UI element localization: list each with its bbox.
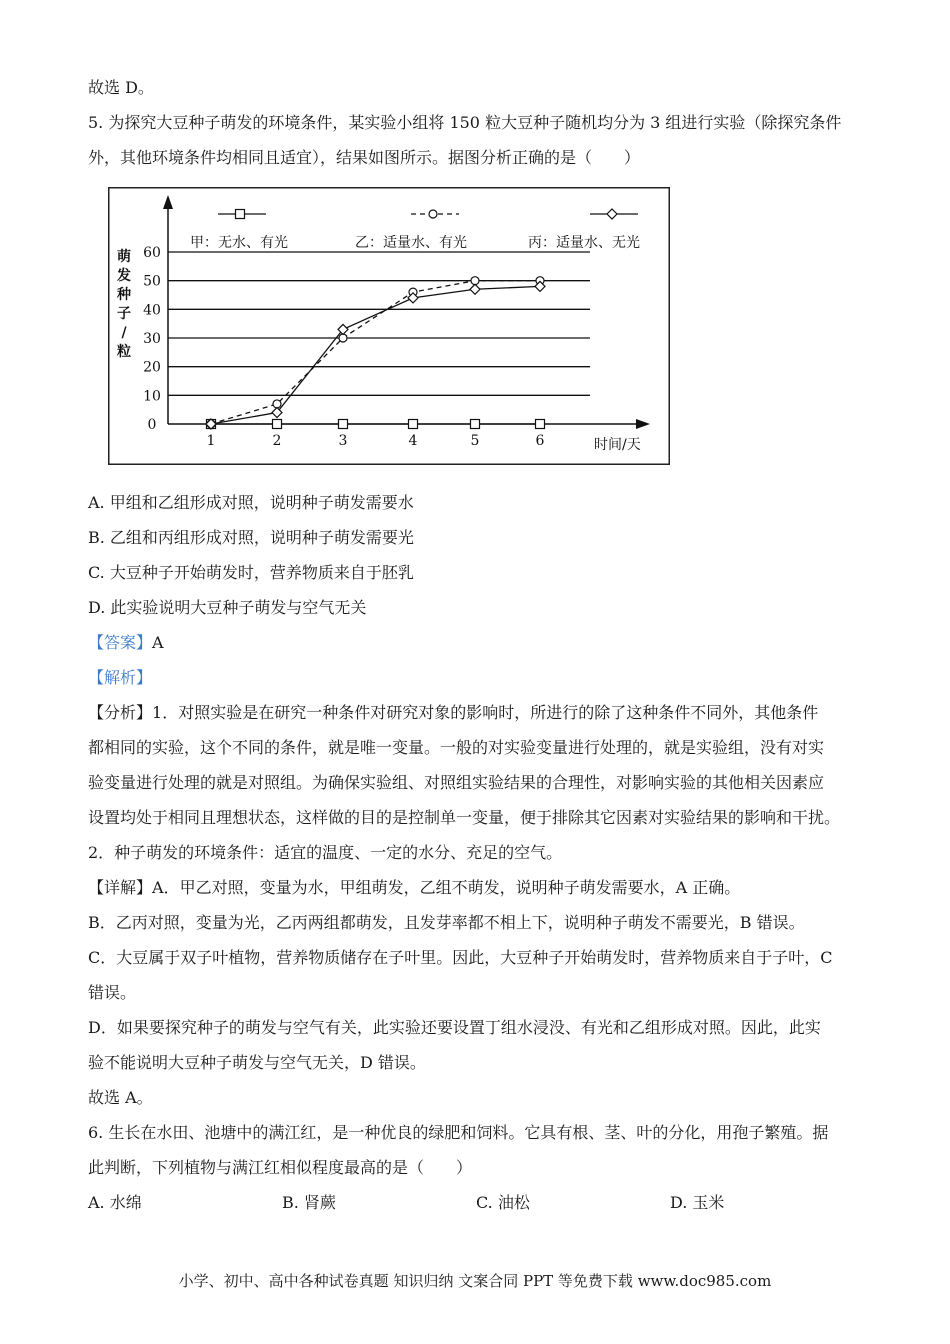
option-d: D. 此实验说明大豆种子萌发与空气无关 bbox=[88, 598, 367, 617]
x-tick-label-5: 5 bbox=[470, 433, 480, 449]
detail-line-5: D．如果要探究种子的萌发与空气有关，此实验还要设置丁组水浸没、有光和乙组形成对照。因此，此实 bbox=[88, 1018, 821, 1037]
x-axis-label: 时间/天 bbox=[594, 437, 641, 453]
series-1-point bbox=[409, 420, 418, 429]
q6-option-c: C. 油松 bbox=[476, 1193, 530, 1212]
y-tick-label-20: 20 bbox=[143, 359, 161, 376]
page-footer: 小学、初中、高中各种试卷真题 知识归纳 文案合同 PPT 等免费下载 www.doc985.com bbox=[178, 1272, 772, 1290]
x-tick-label-4: 4 bbox=[408, 433, 418, 449]
y-axis-label-char: 萌 bbox=[117, 249, 131, 265]
question5-stem-line1: 5. 为探究大豆种子萌发的环境条件，某实验小组将 150 粒大豆种子随机均分为 3 组进行实验（除探究条件 bbox=[88, 113, 842, 132]
detail-line-6: 验不能说明大豆种子萌发与空气无关，D 错误。 bbox=[88, 1053, 426, 1072]
previous-answer-line: 故选 D。 bbox=[88, 78, 154, 97]
x-tick-label-6: 6 bbox=[535, 433, 545, 449]
y-axis-label-char: 种 bbox=[117, 287, 131, 303]
chart-frame bbox=[109, 188, 670, 465]
series-1-point bbox=[536, 420, 545, 429]
x-tick-label-2: 2 bbox=[272, 433, 282, 449]
question6-stem-line2: 此判断，下列植物与满江红相似程度最高的是（ ） bbox=[88, 1158, 473, 1177]
option-a: A. 甲组和乙组形成对照，说明种子萌发需要水 bbox=[88, 493, 414, 512]
question5-stem-line2: 外，其他环境条件均相同且适宜），结果如图所示。据图分析正确的是（ ） bbox=[88, 148, 641, 167]
analysis-line-4: 设置均处于相同且理想状态，这样做的目的是控制单一变量，便于排除其它因素对实验结果的影响和干扰。 bbox=[88, 808, 841, 827]
y-tick-label-30: 30 bbox=[143, 331, 161, 347]
germination-line-chart bbox=[108, 187, 670, 465]
option-b: B. 乙组和丙组形成对照，说明种子萌发需要光 bbox=[88, 528, 414, 547]
y-tick-label-50: 50 bbox=[143, 273, 161, 290]
y-axis-label-char: / bbox=[121, 325, 127, 341]
series-1-point bbox=[273, 420, 282, 429]
detail-line-4: 错误。 bbox=[88, 983, 137, 1002]
y-tick-label-10: 10 bbox=[143, 388, 161, 405]
y-axis-label-char: 发 bbox=[117, 268, 131, 284]
detail-tag: 【详解】 bbox=[88, 878, 153, 897]
detail-line-3: C．大豆属于双子叶植物，营养物质储存在子叶里。因此，大豆种子开始萌发时，营养物质来自于子叶，C bbox=[88, 948, 833, 967]
answer-line bbox=[88, 633, 164, 653]
option-c: C. 大豆种子开始萌发时，营养物质来自于胚乳 bbox=[88, 563, 414, 582]
y-tick-label-0: 0 bbox=[147, 417, 157, 433]
series-1-point bbox=[339, 420, 348, 429]
y-axis-label-char: 粒 bbox=[117, 344, 131, 360]
q6-option-a: A. 水绵 bbox=[88, 1193, 142, 1212]
analysis-tag: 【解析】 bbox=[88, 668, 153, 687]
legend-label-2: 乙：适量水、有光 bbox=[355, 235, 467, 251]
answer-tag: 【答案】 bbox=[88, 633, 153, 652]
analysis-line-3: 验变量进行处理的就是对照组。为确保实验组、对照组实验结果的合理性，对影响实验的其他相关因素应 bbox=[88, 773, 825, 792]
legend-marker-1 bbox=[236, 210, 245, 219]
series-1-point bbox=[471, 420, 480, 429]
legend-label-3: 丙：适量水、无光 bbox=[528, 235, 640, 251]
y-tick-label-60: 60 bbox=[143, 245, 161, 261]
y-axis-label-char: 子 bbox=[117, 306, 131, 322]
detail-line-1: 【详解】A．甲乙对照，变量为水，甲组萌发，乙组不萌发，说明种子萌发需要水，A 正确。 bbox=[88, 878, 741, 897]
x-tick-label-1: 1 bbox=[206, 433, 216, 449]
legend-marker-2 bbox=[429, 210, 437, 218]
q6-option-b: B. 肾蕨 bbox=[282, 1193, 336, 1212]
question6-stem-line1: 6. 生长在水田、池塘中的满江红，是一种优良的绿肥和饲料。它具有根、茎、叶的分化，用孢子繁殖。据 bbox=[88, 1123, 829, 1142]
analysis-line-5: 2．种子萌发的环境条件：适宜的温度、一定的水分、充足的空气。 bbox=[88, 843, 563, 862]
q6-option-d: D. 玉米 bbox=[670, 1193, 725, 1212]
legend-label-1: 甲：无水、有光 bbox=[190, 235, 288, 251]
x-tick-label-3: 3 bbox=[338, 433, 348, 449]
answer-value: A bbox=[152, 633, 164, 652]
analysis-line-1: 【分析】1．对照实验是在研究一种条件对研究对象的影响时，所进行的除了这种条件不同外，其他条件 bbox=[88, 703, 819, 722]
analysis-line-2: 都相同的实验，这个不同的条件，就是唯一变量。一般的对实验变量进行处理的，就是实验组，没有对实 bbox=[88, 738, 825, 757]
fenxi-tag: 【分析】 bbox=[88, 703, 153, 722]
detail-line-7: 故选 A。 bbox=[88, 1088, 153, 1107]
y-tick-label-40: 40 bbox=[143, 302, 161, 319]
detail-line-2: B．乙丙对照，变量为光，乙丙两组都萌发，且发芽率都不相上下，说明种子萌发不需要光，B 错误。 bbox=[88, 913, 805, 932]
